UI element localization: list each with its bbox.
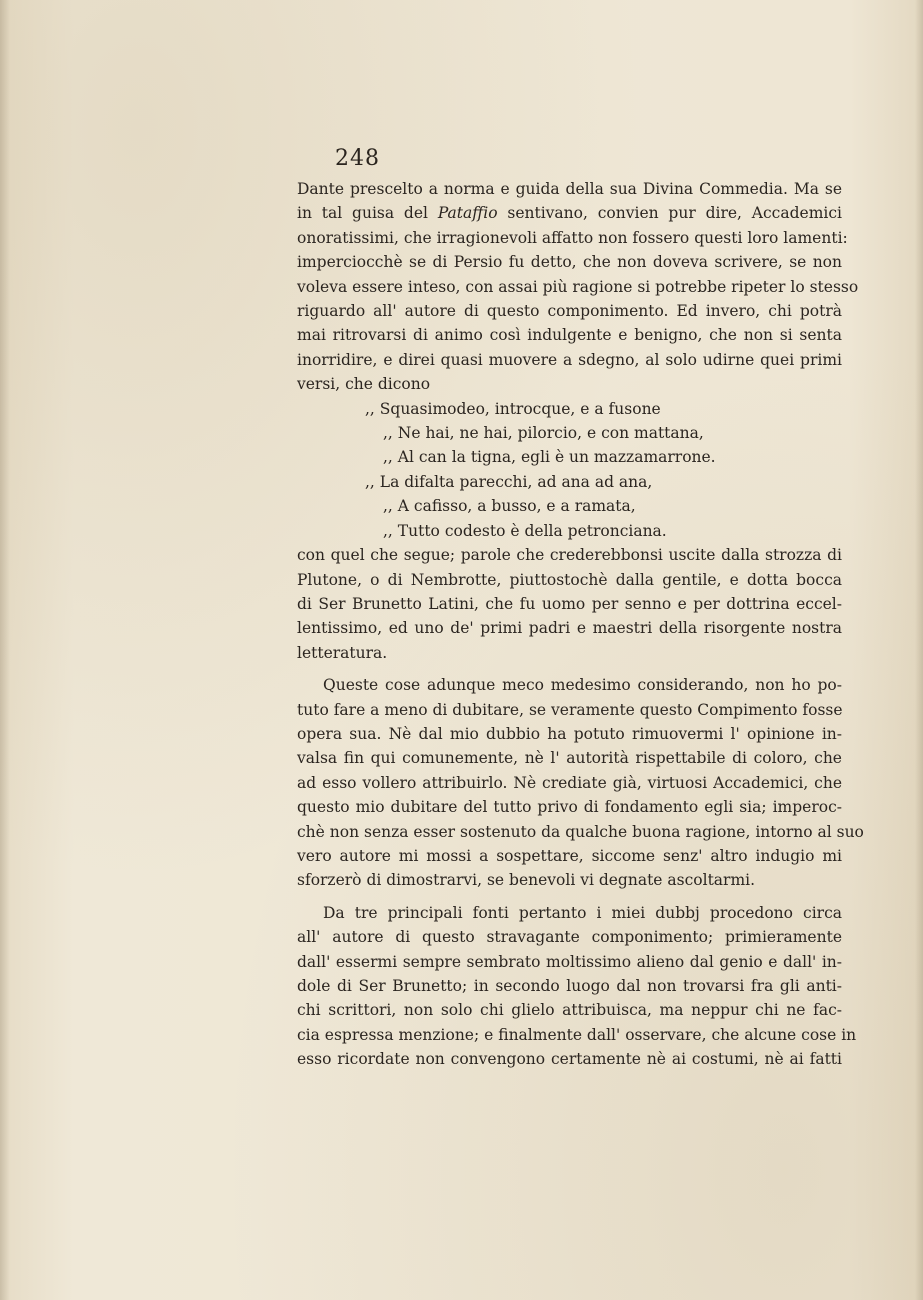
text-line: esso ricordate non convengono certamente nè ai costumi, nè ai fatti [297, 1050, 842, 1069]
text-line: letteratura. [297, 643, 388, 662]
verse-line: ,, Squasimodeo, introcque, e a fusone [365, 399, 661, 418]
text-line: Dante prescelto a norma e guida della sua Divina Commedia. Ma se [297, 180, 842, 198]
text-line: valsa fin qui comunemente, nè l' autorità rispettabile di coloro, che [297, 749, 842, 768]
text-line: cia espressa menzione; e finalmente dall' osservare, che alcune cose in [297, 1025, 857, 1044]
text-line: chè non senza esser sostenuto da qualche buona ragione, intorno al suo [297, 822, 864, 841]
paragraph-1 [297, 177, 859, 397]
page-edge-left [0, 0, 10, 1300]
text-line: con quel che segue; parole che crederebbonsi uscite dalla strozza di [297, 546, 842, 565]
text-line: versi, che dicono [297, 375, 431, 394]
text-line: inorridire, e direi quasi muovere a sdegno, al solo udirne quei primi [297, 350, 842, 369]
text-line: onoratissimi, che irragionevoli affatto non fossero questi loro lamenti: [297, 228, 848, 247]
verse-line: ,, Ne hai, ne hai, pilorcio, e con mattana, [383, 424, 704, 443]
paragraph-2 [297, 543, 842, 665]
text-line: voleva essere inteso, con assai più ragione si potrebbe ripeter lo stesso [297, 277, 859, 296]
verse-quotation [297, 397, 842, 543]
text-line: imperciocchè se di Persio fu detto, che non doveva scrivere, se non [297, 253, 842, 272]
text-line: all' autore di questo stravagante componimento; primieramente [297, 928, 842, 947]
text-fragment: sentivano, convien pur dire, Accademici [497, 204, 842, 223]
verse-line: ,, Al can la tigna, egli è un mazzamarrone. [383, 448, 716, 467]
text-line: di Ser Brunetto Latini, che fu uomo per senno e per dottrina eccel- [297, 594, 842, 613]
paragraph-4 [297, 901, 857, 1072]
text-line: Da tre principali fonti pertanto i miei dubbj procedono circa [323, 903, 842, 922]
text-line: ad esso vollero attribuirlo. Nè crediate già, virtuosi Accademici, che [297, 773, 842, 792]
body-text [297, 177, 864, 1072]
verse-line: ,, A cafisso, a busso, e a ramata, [383, 497, 636, 516]
verse-line: ,, Tutto codesto è della petronciana. [383, 521, 667, 540]
verse-line: ,, La difalta parecchi, ad ana ad ana, [365, 472, 653, 491]
text-fragment: in tal guisa del [297, 204, 438, 223]
text-line: dole di Ser Brunetto; in secondo luogo dal non trovarsi fra gli anti- [297, 977, 842, 995]
text-line: questo mio dubitare del tutto privo di fondamento egli sia; imperoc- [297, 798, 842, 817]
text-line: sforzerò di dimostrarvi, se benevoli vi degnate ascoltarmi. [297, 871, 756, 890]
text-line: tuto fare a meno di dubitare, se veramente questo Compimento fosse [297, 700, 843, 719]
text-line: Queste cose adunque meco medesimo considerando, non ho po- [323, 676, 842, 695]
text-line: opera sua. Nè dal mio dubbio ha potuto rimuovermi l' opinione in- [297, 724, 842, 743]
text-line: vero autore mi mossi a sospettare, siccome senz' altro indugio mi [297, 846, 842, 865]
text-line: Plutone, o di Nembrotte, piuttostochè dalla gentile, e dotta bocca [297, 570, 842, 589]
page-number: 248 [335, 146, 380, 171]
paragraph-3 [297, 673, 864, 893]
text-line: riguardo all' autore di questo componimento. Ed invero, chi potrà [297, 302, 842, 321]
page-edge-right [915, 0, 923, 1300]
text-line: dall' essermi sempre sembrato moltissimo alieno dal genio e dall' in- [297, 952, 842, 971]
text-line: chi scrittori, non solo chi glielo attribuisca, ma neppur chi ne fac- [297, 1001, 842, 1020]
text-line: lentissimo, ed uno de' primi padri e maestri della risorgente nostra [297, 619, 842, 638]
text-line [297, 201, 842, 225]
text-line: mai ritrovarsi di animo così indulgente e benigno, che non si senta [297, 326, 842, 345]
italic-title: Pataffio [437, 204, 498, 223]
